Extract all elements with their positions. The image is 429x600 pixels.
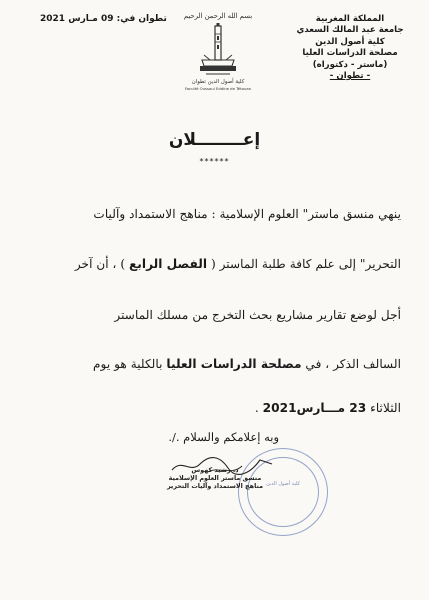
body-text: السالف الذكر ، في (305, 357, 401, 371)
department-label: مصلحة الدراسات العليا (302, 48, 398, 59)
basmala: بسم الله الرحمن الرحيم (183, 12, 253, 20)
semester-label: الفصل الرابع (128, 257, 208, 271)
kingdom-label: المملكة المغربية (315, 14, 385, 24)
logo-caption-ar: كلية أصول الدين تطوان (191, 79, 245, 85)
programs-label: (ماستر - دكتوراه) (312, 59, 388, 70)
signatory-name: د. رشيد كهوس (191, 466, 239, 474)
institution-header (285, 14, 415, 82)
body-text: بالكلية هو يوم (93, 357, 163, 371)
body-text: أجل لوضع تقارير مشاريع بحث التخرج من مسلك الماستر (114, 308, 401, 322)
faculty-logo (168, 12, 268, 91)
stamp-text: كلية أصول الدين (266, 481, 300, 487)
signature-block (120, 448, 340, 538)
logo-caption-fr: Faculté Oussoul Eddine de Tétouan (184, 86, 252, 91)
deadline-date: 23 مـــارس2021 (262, 401, 367, 415)
body-line-5 (255, 401, 401, 415)
body-line-3 (114, 308, 401, 322)
signatory-role-2: مناهج الاستمداد وآليات التحرير (166, 482, 264, 491)
faculty-label: كلية أصول الدين (315, 36, 385, 47)
closing-line: وبه إعلامكم والسلام ./. (168, 430, 279, 444)
body-text: الثلاثاء (370, 401, 401, 415)
body-text: . (254, 401, 259, 415)
university-label: جامعة عبد المالك السعدي (296, 25, 404, 36)
body-text: التحرير" إلى علم كافة طلبة الماستر ( (210, 257, 401, 271)
body-text: ) ، أن آخر (74, 257, 126, 271)
body-line-4 (93, 357, 401, 371)
body-text: ينهي منسق ماستر" العلوم الإسلامية : مناهج الاستمداد وآليات (93, 207, 401, 221)
office-label: مصلحة الدراسات العليا (166, 357, 302, 371)
signatory (140, 466, 290, 491)
title-stars: ****** (199, 157, 230, 166)
announcement-title: إعــــــــلان (168, 130, 261, 150)
date-header: تطوان في: 09 مـارس 2021 (40, 14, 167, 24)
body-line-1 (93, 207, 401, 221)
city-label: - تطوان - (329, 71, 371, 82)
body-line-2 (75, 257, 401, 271)
minaret-logo-icon (196, 22, 240, 78)
signatory-role-1: منسق ماستر العلوم الإسلامية (168, 474, 262, 483)
